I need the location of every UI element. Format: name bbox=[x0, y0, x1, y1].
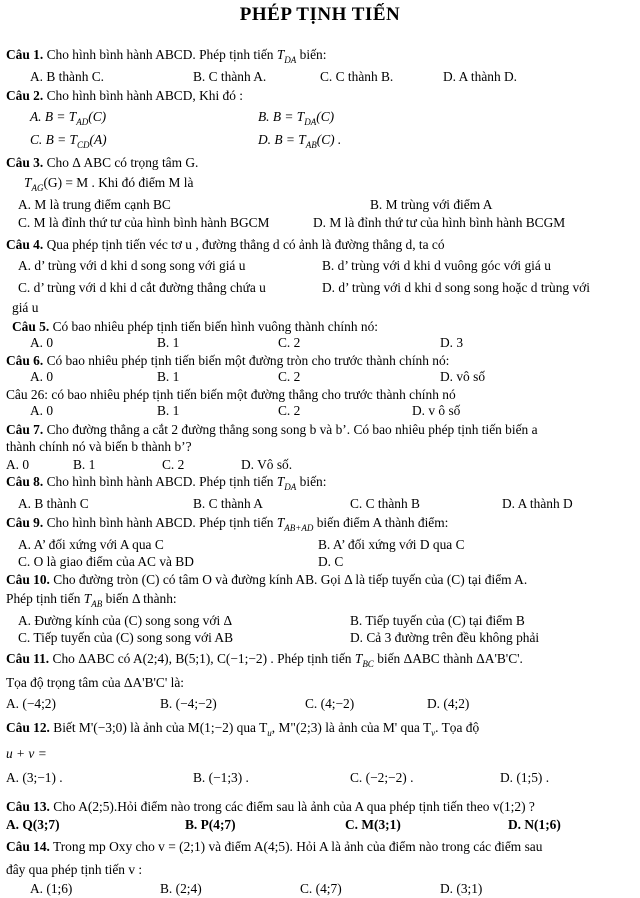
option-c: C. 2 bbox=[162, 457, 185, 472]
option-d: D. v ô số bbox=[412, 403, 461, 418]
option-b: B. (−1;3) . bbox=[193, 770, 249, 785]
question-label: Câu 13. bbox=[6, 799, 50, 814]
option-d: D. d’ trùng với d khi d song song hoặc d trùng với bbox=[322, 280, 590, 295]
question-text: Cho đường tròn (C) có tâm O và đường kính AB. Gọi Δ là tiếp tuyến của (C) tại điểm A. bbox=[53, 572, 528, 587]
question-26: Câu 26: có bao nhiêu phép tịnh tiến biến một đường thẳng cho trước thành chính nó bbox=[6, 387, 456, 402]
question-mid: , M"(2;3) là ảnh của M' qua T bbox=[271, 720, 432, 735]
option-a: A. 0 bbox=[30, 335, 54, 350]
question-text: Cho Δ ABC có trọng tâm G. bbox=[46, 155, 199, 170]
operator: T bbox=[276, 515, 285, 530]
question-8 bbox=[6, 472, 634, 493]
operator: T bbox=[276, 47, 285, 62]
question-label: Câu 8. bbox=[6, 474, 44, 489]
question-tail: biến: bbox=[299, 47, 327, 62]
operator: T bbox=[276, 474, 285, 489]
option-d: D. vô số bbox=[440, 369, 486, 384]
question-text: Cho hình bình hành ABCD. Phép tịnh tiến bbox=[46, 474, 274, 489]
option-d: D. Vô số. bbox=[241, 457, 293, 472]
option-b: B. (2;4) bbox=[160, 881, 202, 896]
question-2 bbox=[6, 86, 634, 105]
option-d: D. 3 bbox=[440, 335, 464, 350]
option-c: C. d’ trùng với d khi d cắt đường thẳng chứa u bbox=[18, 280, 266, 295]
question-3 bbox=[6, 153, 634, 172]
option-d: D. A thành D. bbox=[443, 69, 518, 84]
option-d: D. Cả 3 đường trên đều không phải bbox=[350, 630, 540, 645]
option-c: C. M là đỉnh thứ tư của hình bình hành BGCM bbox=[18, 215, 270, 230]
option-c: C. C thành B. bbox=[320, 69, 394, 84]
question-text: Cho hình bình hành ABCD. Phép tịnh tiến bbox=[46, 515, 274, 530]
option-a: A. (1;6) bbox=[30, 881, 73, 896]
question-tail: biến: bbox=[299, 474, 327, 489]
option-b: B. A’ đối xứng với D qua C bbox=[318, 537, 465, 552]
question-14-line2: đây qua phép tịnh tiến v : bbox=[6, 862, 143, 877]
question-label: Câu 10. bbox=[6, 572, 50, 587]
option-a: A. 0 bbox=[30, 403, 54, 418]
option-b: B. $B = T_{DA}(C)$ bbox=[258, 109, 335, 127]
question-10 bbox=[6, 570, 634, 589]
option-a: A. (−4;2) bbox=[6, 696, 56, 711]
question-7-continued: thành chính nó và biến b thành b’? bbox=[6, 439, 192, 454]
operator-sub: DA bbox=[284, 55, 297, 65]
question-label: Câu 1. bbox=[6, 47, 44, 62]
question-text: Cho ΔABC có A(2;4), B(5;1), C(−1;−2) . Phép tịnh tiến bbox=[52, 651, 352, 666]
option-a: A. Q(3;7) bbox=[6, 817, 60, 832]
question-text: Có bao nhiêu phép tịnh tiến biến hình vuông thành chính nó: bbox=[52, 319, 379, 334]
option-a: A. Đường kính của (C) song song với Δ bbox=[18, 613, 233, 628]
question-text: Cho hình bình hành ABCD, Khi đó : bbox=[46, 88, 243, 103]
option-b: B. (−4;−2) bbox=[160, 696, 217, 711]
option-c: C. C thành B bbox=[350, 496, 420, 511]
option-c: C. Tiếp tuyến của (C) song song với AB bbox=[18, 630, 234, 645]
option-d: D. (4;2) bbox=[427, 696, 470, 711]
question-label: Câu 11. bbox=[6, 651, 50, 666]
question-text: Có bao nhiêu phép tịnh tiến biến một đường tròn cho trước thành chính nó: bbox=[46, 353, 450, 368]
question-tail: biến ΔABC thành ΔA'B'C'. bbox=[377, 651, 523, 666]
option-d: D. A thành D bbox=[502, 496, 573, 511]
option-b: B. d’ trùng với d khi d vuông góc với giá u bbox=[322, 258, 551, 273]
question-text: Cho A(2;5).Hỏi điểm nào trong các điểm sau là ảnh của A qua phép tịnh tiến theo v(1;2) ? bbox=[53, 799, 535, 814]
option-b: B. C thành A bbox=[193, 496, 263, 511]
question-12-line2: u + v = bbox=[6, 746, 47, 761]
option-a: A. B thành C bbox=[18, 496, 89, 511]
question-tail: biến điểm A thành điểm: bbox=[316, 515, 449, 530]
question-4 bbox=[6, 235, 634, 254]
operator-sub: DA bbox=[284, 482, 297, 492]
option-c: C. (−2;−2) . bbox=[350, 770, 414, 785]
operator-sub-u: u bbox=[267, 728, 272, 738]
question-label: Câu 7. bbox=[6, 422, 44, 437]
question-13 bbox=[6, 797, 634, 816]
option-c: C. $B = T_{CD}(A)$ bbox=[30, 132, 107, 150]
operator: T bbox=[354, 651, 363, 666]
question-1 bbox=[6, 45, 634, 66]
question-text: Qua phép tịnh tiến véc tơ u , đường thẳng d có ảnh là đường thẳng d, ta có bbox=[46, 237, 445, 252]
option-a: A. 0 bbox=[6, 457, 30, 472]
question-3-line2: $T_{AG}(G) = M$ . Khi đó điểm M là bbox=[24, 175, 194, 193]
question-9 bbox=[6, 513, 634, 534]
option-d: D. N(1;6) bbox=[508, 817, 561, 832]
operator-sub-v: v bbox=[431, 728, 436, 738]
option-d-continued: giá u bbox=[12, 300, 39, 315]
question-12 bbox=[6, 718, 634, 739]
option-d: D. $B = T_{AB}(C)$ . bbox=[258, 132, 342, 150]
option-a: A. A’ đối xứng với A qua C bbox=[18, 537, 164, 552]
question-label: Câu 12. bbox=[6, 720, 50, 735]
question-10-line2: Phép tịnh tiến $T_{AB}$ biến Δ thành: bbox=[6, 591, 177, 609]
option-c: C. O là giao điểm của AC và BD bbox=[18, 554, 194, 569]
question-text: Biết M'(−3;0) là ảnh của M(1;−2) qua T bbox=[53, 720, 268, 735]
option-a: A. M là trung điểm cạnh BC bbox=[18, 197, 171, 212]
question-label: Câu 14. bbox=[6, 839, 50, 854]
option-c: C. 2 bbox=[278, 403, 301, 418]
question-14 bbox=[6, 837, 634, 856]
option-b: B. Tiếp tuyến của (C) tại điểm B bbox=[350, 613, 525, 628]
option-a: A. 0 bbox=[30, 369, 54, 384]
option-b: B. 1 bbox=[73, 457, 96, 472]
question-5 bbox=[12, 317, 634, 336]
question-tail: . Tọa độ bbox=[435, 720, 480, 735]
option-c: C. M(3;1) bbox=[345, 817, 401, 832]
option-b: B. 1 bbox=[157, 335, 180, 350]
option-c: C. 2 bbox=[278, 369, 301, 384]
question-label: Câu 9. bbox=[6, 515, 44, 530]
question-text: Trong mp Oxy cho v = (2;1) và điểm A(4;5). Hỏi A là ảnh của điểm nào trong các điểm sau bbox=[53, 839, 543, 854]
option-b: B. 1 bbox=[157, 403, 180, 418]
question-text: Cho hình bình hành ABCD. Phép tịnh tiến bbox=[46, 47, 274, 62]
question-label: Câu 3. bbox=[6, 155, 44, 170]
option-c: C. 2 bbox=[278, 335, 301, 350]
option-b: B. M trùng với điểm A bbox=[370, 197, 493, 212]
option-d: D. (1;5) . bbox=[500, 770, 550, 785]
question-6 bbox=[6, 351, 634, 370]
option-c: C. (4;−2) bbox=[305, 696, 355, 711]
question-label: Câu 6. bbox=[6, 353, 44, 368]
option-b: B. P(4;7) bbox=[185, 817, 236, 832]
question-label: Câu 4. bbox=[6, 237, 44, 252]
page-title: PHÉP TỊNH TIẾN bbox=[239, 4, 401, 25]
option-c: C. (4;7) bbox=[300, 881, 342, 896]
option-d: D. C bbox=[318, 554, 344, 569]
option-a: A. B thành C. bbox=[30, 69, 105, 84]
option-d: D. M là đỉnh thứ tư của hình bình hành BCGM bbox=[313, 215, 566, 230]
option-a: A. $B = T_{AD}(C)$ bbox=[30, 109, 107, 127]
option-b: B. 1 bbox=[157, 369, 180, 384]
option-d: D. (3;1) bbox=[440, 881, 483, 896]
operator-sub: BC bbox=[362, 659, 374, 669]
question-11 bbox=[6, 649, 634, 670]
option-b: B. C thành A. bbox=[193, 69, 267, 84]
option-a: A. (3;−1) . bbox=[6, 770, 63, 785]
question-label: Câu 2. bbox=[6, 88, 44, 103]
question-text: Cho đường thẳng a cắt 2 đường thẳng song song b và b’. Có bao nhiêu phép tịnh tiến biến a bbox=[46, 422, 538, 437]
operator-sub: AB+AD bbox=[284, 523, 314, 533]
option-a: A. d’ trùng với d khi d song song với giá u bbox=[18, 258, 246, 273]
question-11-line2: Tọa độ trọng tâm của ΔA'B'C' là: bbox=[6, 675, 184, 690]
question-label: Câu 5. bbox=[12, 319, 50, 334]
